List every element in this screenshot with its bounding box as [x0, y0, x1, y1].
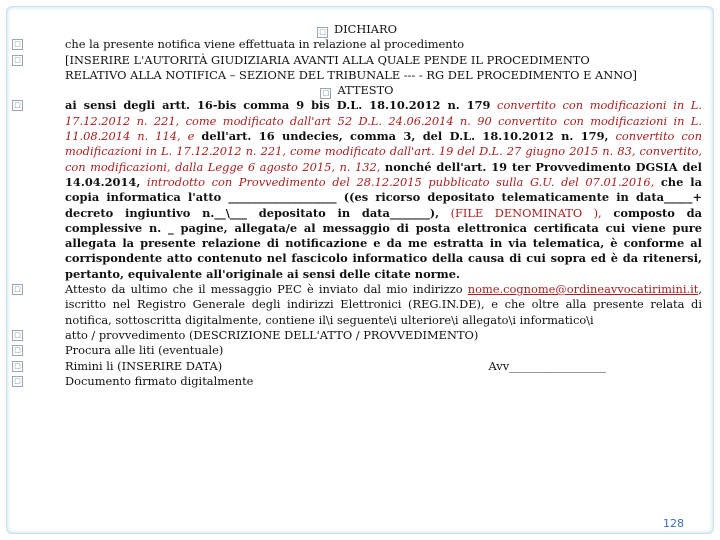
line-atto: □ atto / provvedimento (DESCRIZIONE DELL'ATTO / PROVVEDIMENTO) [12, 328, 702, 343]
checkbox-bullet-icon: □ [12, 55, 23, 66]
checkbox-bullet-icon: □ [317, 27, 328, 38]
paragraph-ai-sensi: □ ai sensi degli artt. 16-bis comma 9 bis D.L. 18.10.2012 n. 179 convertito con modificazioni in L. 17.12.2012 n. 221, come modificato dall'art 52 D.L. 24.06.2014 n. 90 convertito con modificazioni in L. 11.08.2014 n. 114, e dell'art. 16 undecies, comma 3, del D.L. 18.10.2012 n. 179, convertito con modificazioni in L. 17.12.2012 n. 221, come modificato dall'art. 19 del D.L. 27 giugno 2015 n. 83, convertito, con modificazioni, dalla Legge 6 agosto 2015, n. 132, nonché dell'art. 19 ter Provvedimento DGSIA del 14.04.2014, introdotto con Provvedimento del 28.12.2015 pubblicato sulla G.U. del 07.01.2016, che la copia informatica l'atto ___________________ ((es ricorso depositato telematicamente in data_____+ decreto ingiuntivo n.__\___ depositato in data_______), (FILE DENOMINATO ), composto da complessive n. _ pagine, allegata/e al messaggio di posta elettronica certificata cui viene pure allegata la presente relazione di notificazione e da me estratta in via telematica, è conforme al corrispondente atto contenuto nel fascicolo informatico della causa di cui sopra ed è da ritenersi, pertanto, equivalente all'originale ai sensi delle citate norme. [12, 98, 702, 282]
line-procura: □ Procura alle liti (eventuale) [12, 343, 702, 358]
page-number: 128 [663, 517, 684, 530]
checkbox-bullet-icon: □ [12, 376, 23, 387]
line-signature: □ Rimini li (INSERIRE DATA) Avv_________________ [12, 359, 702, 374]
checkbox-bullet-icon: □ [12, 330, 23, 341]
checkbox-bullet-icon: □ [12, 345, 23, 356]
line-autorita: □ [INSERIRE L'AUTORITÀ GIUDIZIARIA AVANTI ALLA QUALE PENDE IL PROCEDIMENTO RELATIVO ALLA NOTIFICA – SEZIONE DEL TRIBUNALE --- - RG DEL PROCEDIMENTO E ANNO] [12, 53, 702, 84]
checkbox-bullet-icon: □ [12, 100, 23, 111]
heading-attesto: □ ATTESTO [12, 83, 702, 98]
checkbox-bullet-icon: □ [12, 39, 23, 50]
heading-dichiaro: □ DICHIARO [12, 22, 702, 37]
pec-email-link[interactable]: nome.cognome@ordineavvocatirimini.it [467, 282, 699, 297]
checkbox-bullet-icon: □ [320, 88, 331, 99]
checkbox-bullet-icon: □ [12, 284, 23, 295]
document-body [12, 22, 702, 389]
line-notifica: □ che la presente notifica viene effettuata in relazione al procedimento [12, 37, 702, 52]
checkbox-bullet-icon: □ [12, 361, 23, 372]
paragraph-pec: □ Attesto da ultimo che il messaggio PEC è inviato dal mio indirizzo nome.cognome@ordineavvocatirimini.it, iscritto nel Registro Generale degli indirizzi Elettronici (REG.IN.DE), e che oltre alla presente relata di notifica, sottoscritta digitalmente, contiene il\i seguente\i ulteriore\i allegato\i informatico\i [12, 282, 702, 328]
line-documento: □ Documento firmato digitalmente [12, 374, 702, 389]
